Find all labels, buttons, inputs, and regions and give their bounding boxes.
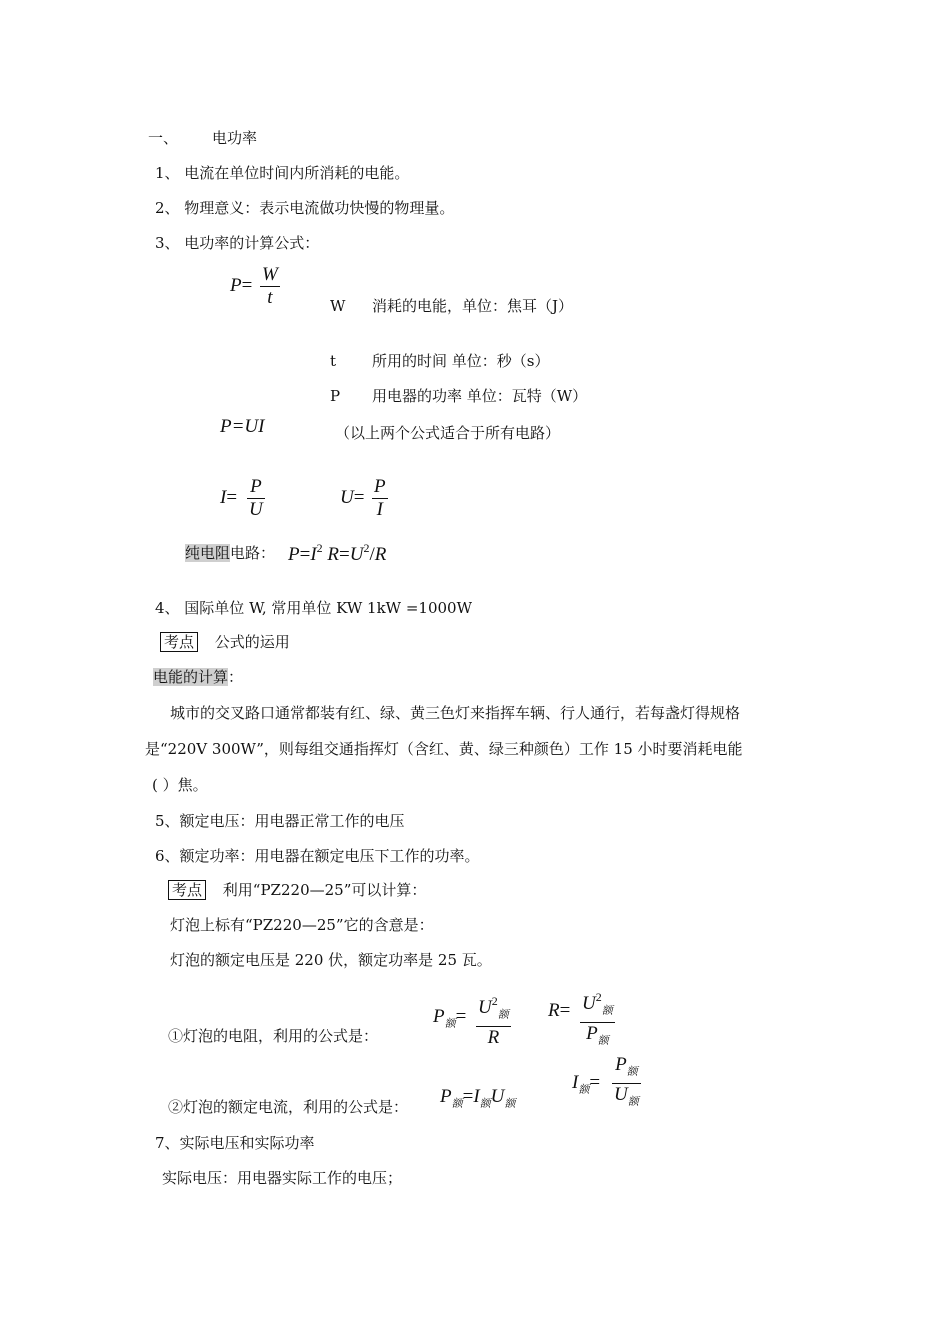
- legend-symbol-w: W: [330, 297, 346, 315]
- formula-pure-resistor: $P=I^2$ $R=U^2/R$: [288, 541, 387, 565]
- kaodian-text: 利用“PZ220—25”可以计算：: [222, 881, 427, 899]
- problem-line-3: ( ）焦。: [152, 776, 208, 794]
- item-4: 4、 国际单位 W, 常用单位 KW 1kW =1000W: [155, 599, 473, 617]
- denominator: t: [260, 286, 280, 309]
- formula-note: （以上两个公式适合于所有电路）: [335, 424, 561, 442]
- numerator: P: [250, 476, 262, 497]
- step-2-current: ②灯泡的额定电流，利用的公式是：: [168, 1098, 409, 1116]
- item-2: 2、 物理意义：表示电流做功快慢的物理量。: [155, 199, 455, 217]
- kaodian-pz220: [168, 880, 426, 900]
- step-1-resistance: ①灯泡的电阻，利用的公式是：: [168, 1027, 379, 1045]
- legend-desc-w: 消耗的电能，单位：焦耳（J）: [372, 297, 574, 315]
- numerator: W: [262, 264, 278, 285]
- fraction-u2-over-p: $U^2_额$ $P_额$: [580, 986, 615, 1052]
- document-page: 一、 电功率 1、 电流在单位时间内所消耗的电能。 2、 物理意义：表示电流做功快慢的物理量。 3、 电功率的计算公式： P= $\frac{W}{t}$ W 消耗的电能，单位：焦耳（J） t 所用的时间 单位：秒（s） P 用电器的功率 单位：瓦特（W） P=UI （以上两个公式适合于所有电路） I= $\frac{P}{U}$ U= $\frac{P}{I}$ 纯电阻电路： $P=I^2$ $R=U^2/R$ 4、 国际单位 W, 常用单位 KW 1kW =1000W 考点 公式的运用 电能的计算： 城市的交叉路口通常都装有红、绿、黄三色灯来指挥车辆、行人通行，若每盏灯得规格 是“220V 300W”，则每组交通指挥灯（含红、黄、绿三种颜色）工作 15 小时要消耗电能 ( ）焦。 5、额定电压：用电器正常工作的电压 6、额定功率：用电器在额定电压下工作的功率。 考点 利用“PZ220—25”可以计算： 灯泡上标有“PZ220—25”它的含意是： 灯泡的额定电压是 220 伏，额定功率是 25 瓦。 ①灯泡的电阻，利用的公式是： $P_额=$ $U^2_额$ R R= $U^2_额$ $P_额$ ②灯泡的额定电流，利用的公式是： $P_额=I_额U_额$ $I_额=$ $P_额$ $U_额$ 7、实际电压和实际功率 实际电压：用电器实际工作的电压；: [145, 129, 743, 1187]
- bulb-label-line: 灯泡上标有“PZ220—25”它的含意是：: [170, 916, 434, 934]
- fraction-w-over-t: [260, 264, 280, 309]
- legend-symbol-p: P: [330, 387, 341, 405]
- fraction-p-over-i: [372, 476, 388, 521]
- legend-desc-p: 用电器的功率 单位：瓦特（W）: [372, 387, 588, 405]
- item-7: 7、实际电压和实际功率: [155, 1134, 315, 1152]
- item-5: 5、额定电压：用电器正常工作的电压: [155, 812, 405, 830]
- bulb-meaning-line: 灯泡的额定电压是 220 伏，额定功率是 25 瓦。: [170, 951, 492, 969]
- actual-voltage: 实际电压：用电器实际工作的电压；: [162, 1169, 403, 1187]
- fraction-p-over-u-rated: $P_额$ $U_额$: [612, 1054, 641, 1113]
- pure-resistor-label: [185, 543, 275, 563]
- section-title: 电功率: [212, 129, 258, 147]
- energy-calc-heading: 电能的计算：: [153, 668, 244, 686]
- kaodian-text: 公式的运用: [214, 633, 290, 651]
- denominator: I: [372, 498, 388, 521]
- kaodian-tag: 考点: [160, 632, 198, 652]
- problem-line-1: 城市的交叉路口通常都装有红、绿、黄三色灯来指挥车辆、行人通行，若每盏灯得规格: [170, 704, 741, 722]
- formula-lhs: P: [230, 275, 242, 296]
- formula-p-equals-ui: P=UI: [220, 416, 265, 437]
- denominator: U: [249, 499, 263, 520]
- highlighted-term: 纯电阻: [185, 544, 231, 562]
- label-suffix: 电路：: [230, 544, 276, 562]
- formula-lhs: I: [220, 487, 227, 508]
- legend-desc-t: 所用的时间 单位：秒（s）: [372, 352, 550, 370]
- legend-symbol-t: t: [330, 352, 337, 370]
- fraction-p-over-u: [247, 476, 265, 521]
- item-6: 6、额定功率：用电器在额定电压下工作的功率。: [155, 847, 480, 865]
- formula-lhs: U: [340, 487, 354, 508]
- kaodian-formula-use: [160, 632, 290, 652]
- numerator: P: [374, 476, 386, 497]
- item-3: 3、 电功率的计算公式：: [155, 234, 320, 252]
- fraction-u2-over-r: $U^2_额$ R: [478, 994, 509, 1048]
- item-1: 1、 电流在单位时间内所消耗的电能。: [155, 164, 410, 182]
- problem-line-2: 是“220V 300W”，则每组交通指挥灯（含红、黄、绿三种颜色）工作 15 小时要消耗电能: [145, 740, 743, 758]
- kaodian-tag: 考点: [168, 880, 206, 900]
- section-number: 一、: [148, 129, 179, 147]
- formula-p-equals-iu: $P_额=I_额U_额$: [440, 1086, 516, 1110]
